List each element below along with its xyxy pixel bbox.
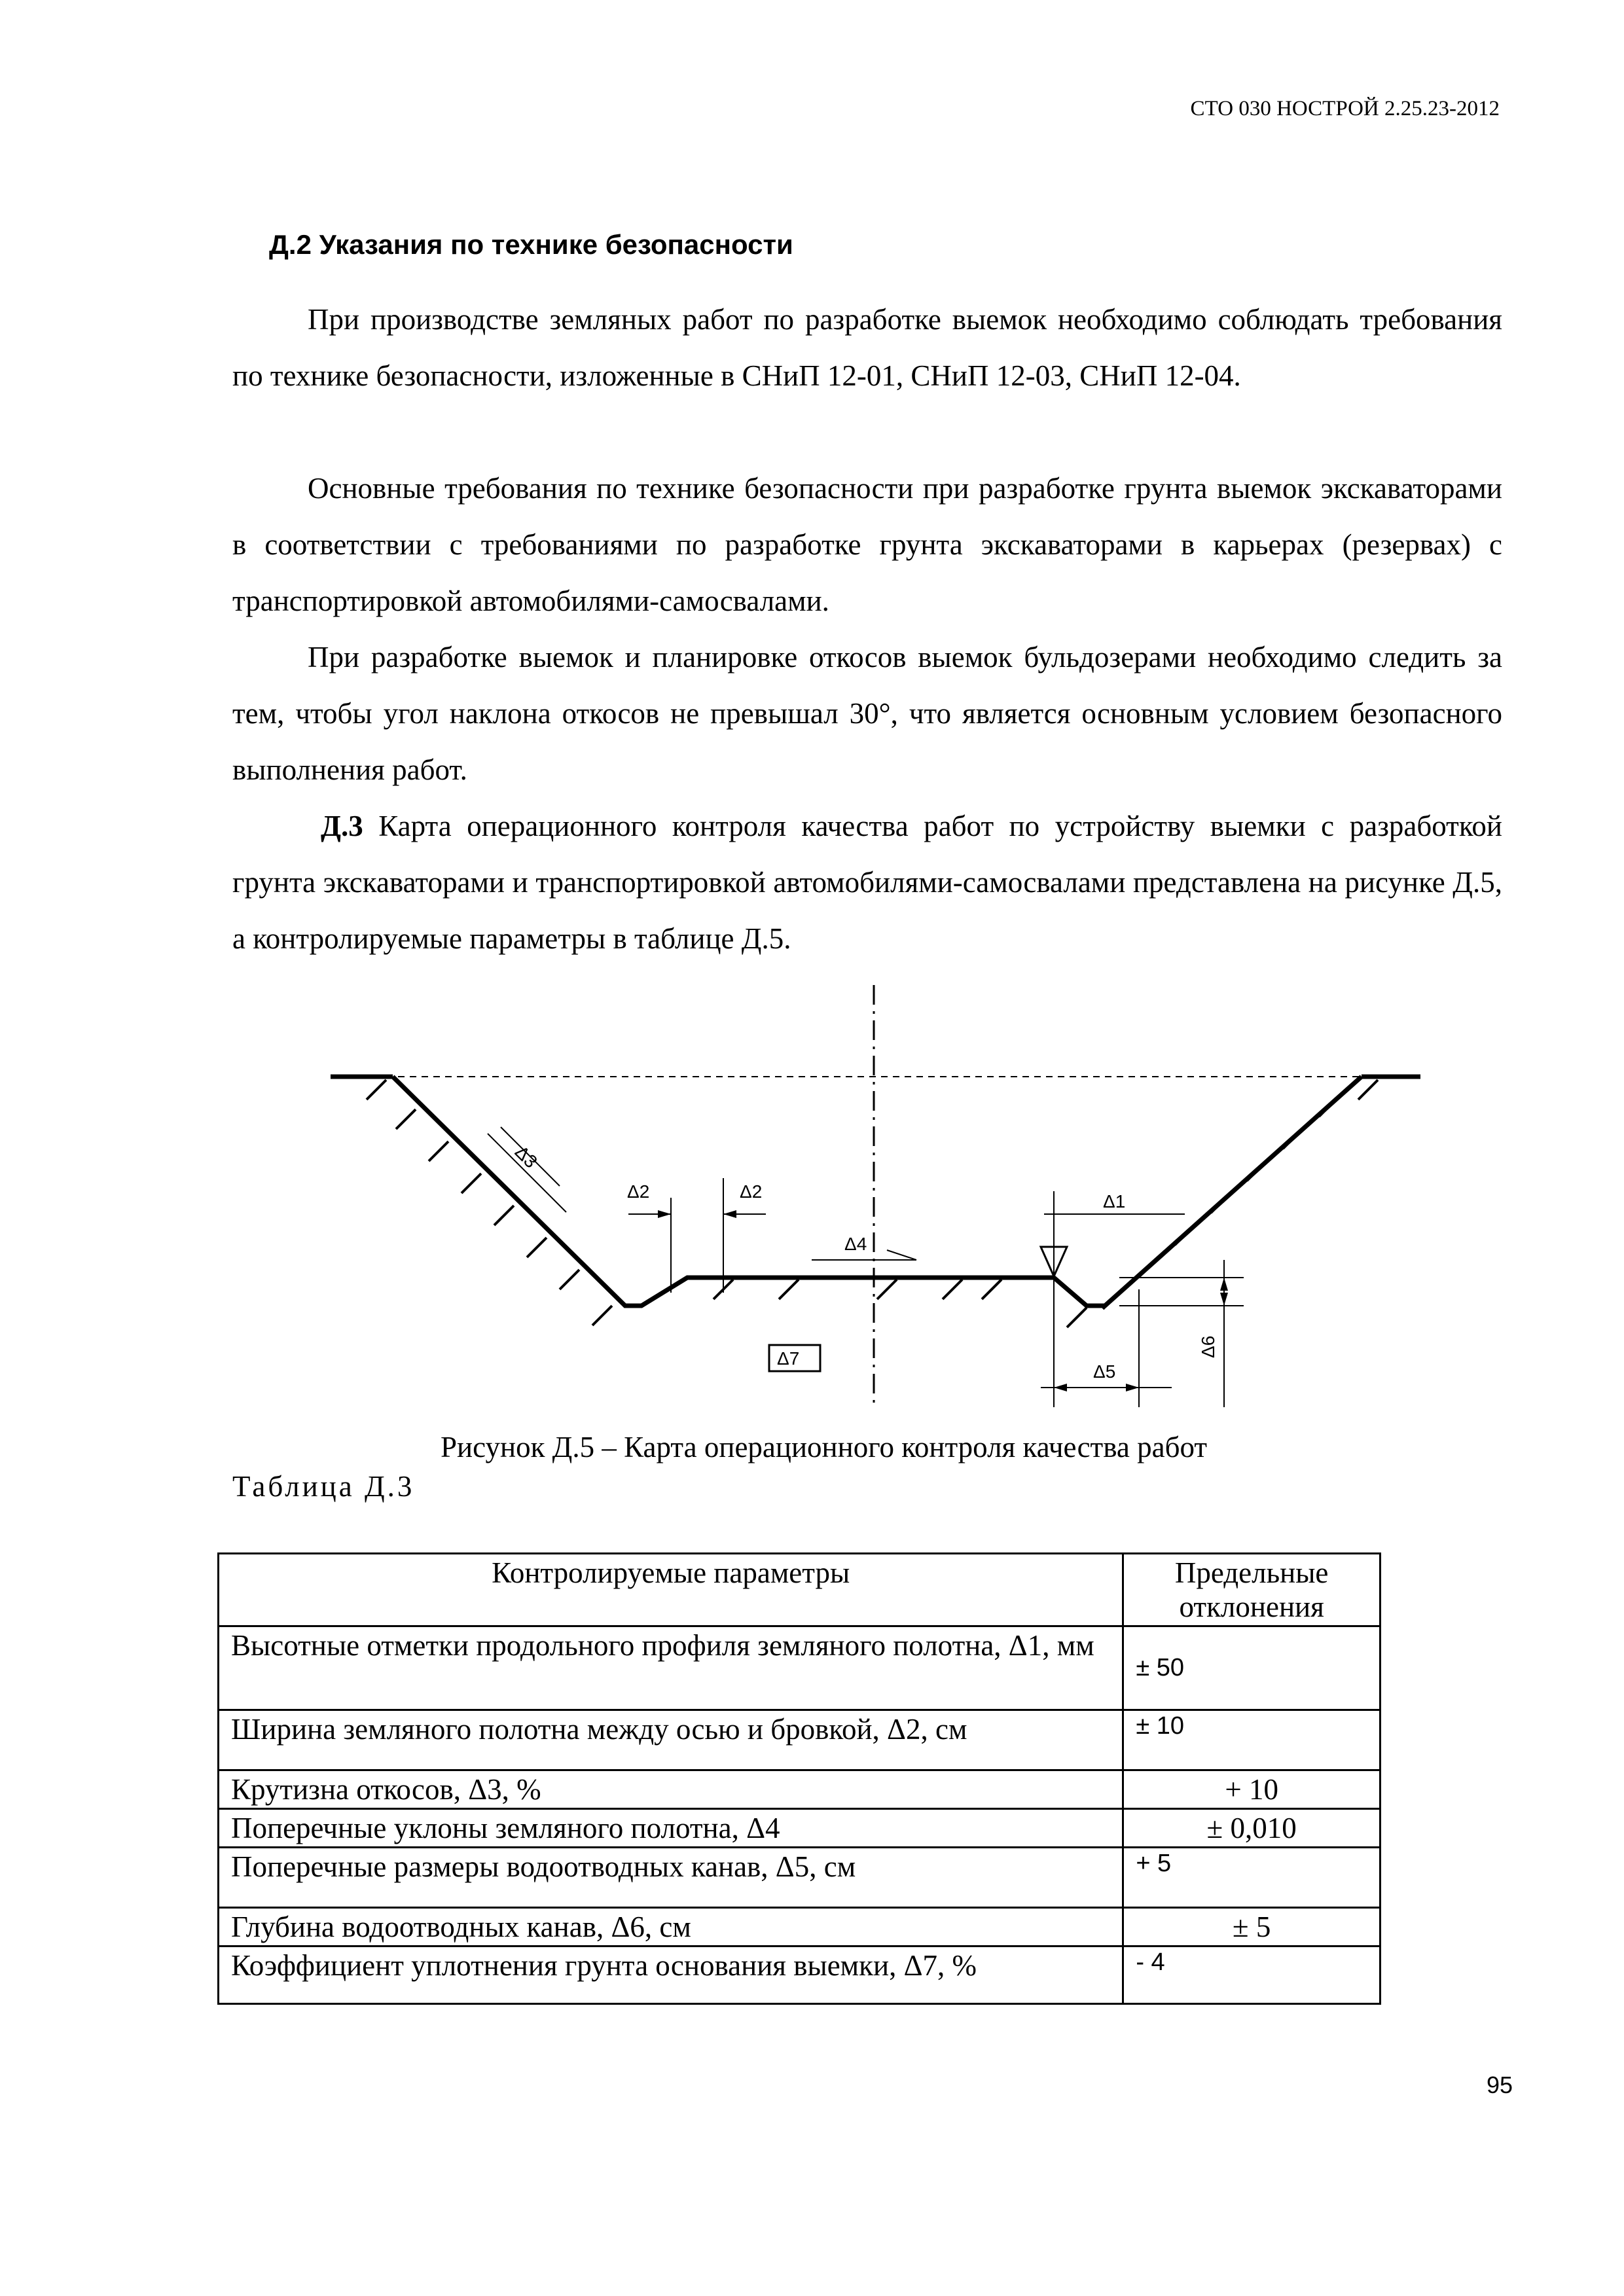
deviation-cell: ± 10 [1123, 1710, 1380, 1770]
paragraph-2 [232, 460, 1502, 629]
delta-1-label: Δ1 [1103, 1191, 1126, 1211]
section-title: Д.2 Указания по технике безопасности [269, 229, 793, 260]
delta-2-right-label: Δ2 [740, 1181, 763, 1202]
table-row [219, 1809, 1380, 1848]
deviation-cell: - 4 [1123, 1946, 1380, 2004]
deviation-cell: ± 5 [1123, 1908, 1380, 1946]
param-cell: Высотные отметки продольного профиля земляного полотна, Δ1, мм [219, 1626, 1123, 1710]
param-cell: Поперечные размеры водоотводных канав, Δ5, см [219, 1848, 1123, 1908]
paragraph-3 [232, 629, 1502, 798]
delta-6-label: Δ6 [1198, 1335, 1218, 1358]
deviation-cell: + 5 [1123, 1848, 1380, 1908]
delta-7-label: Δ7 [777, 1348, 800, 1369]
table-header-row [219, 1554, 1380, 1626]
d3-text: Карта операционного контроля качества работ по устройству выемки с разработкой грунта экскаваторами и транспортировкой автомобилями-самосвалами представлена на рисунке Д.5, а контролируемые параметры в таблице Д.5. [232, 810, 1502, 955]
delta-4-label: Δ4 [844, 1234, 867, 1254]
param-cell: Глубина водоотводных канав, Δ6, см [219, 1908, 1123, 1946]
table-row [219, 1908, 1380, 1946]
paragraph-d3 [232, 798, 1502, 967]
control-parameters-table [217, 1552, 1381, 2005]
deviation-cell: + 10 [1123, 1770, 1380, 1809]
paragraph-3-text: При разработке выемок и планировке откосов выемок бульдозерами необходимо следить за тем, чтобы угол наклона откосов не превышал 30°, что является основным условием безопасного выполнения работ. [232, 641, 1502, 786]
delta-5-label: Δ5 [1093, 1361, 1116, 1382]
deviation-cell: ± 0,010 [1123, 1809, 1380, 1848]
param-cell: Ширина земляного полотна между осью и бровкой, Δ2, см [219, 1710, 1123, 1770]
paragraph-1 [232, 291, 1502, 404]
delta-2-left-label: Δ2 [627, 1181, 650, 1202]
table-row [219, 1770, 1380, 1809]
param-cell: Поперечные уклоны земляного полотна, Δ4 [219, 1809, 1123, 1848]
table-row [219, 1626, 1380, 1710]
document-code: СТО 030 НОСТРОЙ 2.25.23-2012 [1190, 97, 1500, 120]
deviation-cell: ± 50 [1123, 1626, 1380, 1710]
excavation-control-diagram [314, 982, 1440, 1420]
table-row [219, 1848, 1380, 1908]
header-parameters: Контролируемые параметры [219, 1554, 1123, 1626]
paragraph-1-text: При производстве земляных работ по разработке выемок необходимо соблюдать требования по технике безопасности, изложенные в СНиП 12-01, СНиП 12-03, СНиП 12-04. [232, 303, 1502, 392]
table-label: Таблица Д.3 [232, 1470, 415, 1503]
table-row [219, 1946, 1380, 2004]
page-number: 95 [1486, 2072, 1513, 2098]
param-cell: Крутизна откосов, Δ3, % [219, 1770, 1123, 1809]
param-cell: Коэффициент уплотнения грунта основания выемки, Δ7, % [219, 1946, 1123, 2004]
d3-heading: Д.3 [321, 810, 363, 842]
header-deviations: Предельные отклонения [1123, 1554, 1380, 1626]
figure-caption: Рисунок Д.5 – Карта операционного контроля качества работ [441, 1431, 1208, 1463]
delta-3-label: Δ3 [511, 1141, 541, 1172]
table-row [219, 1710, 1380, 1770]
paragraph-2-text: Основные требования по технике безопасности при разработке грунта выемок экскаваторами в соответствии с требованиями по разработке грунта экскаваторами в карьерах (резервах) с транспортировкой автомобилями-самосвалами. [232, 472, 1502, 617]
